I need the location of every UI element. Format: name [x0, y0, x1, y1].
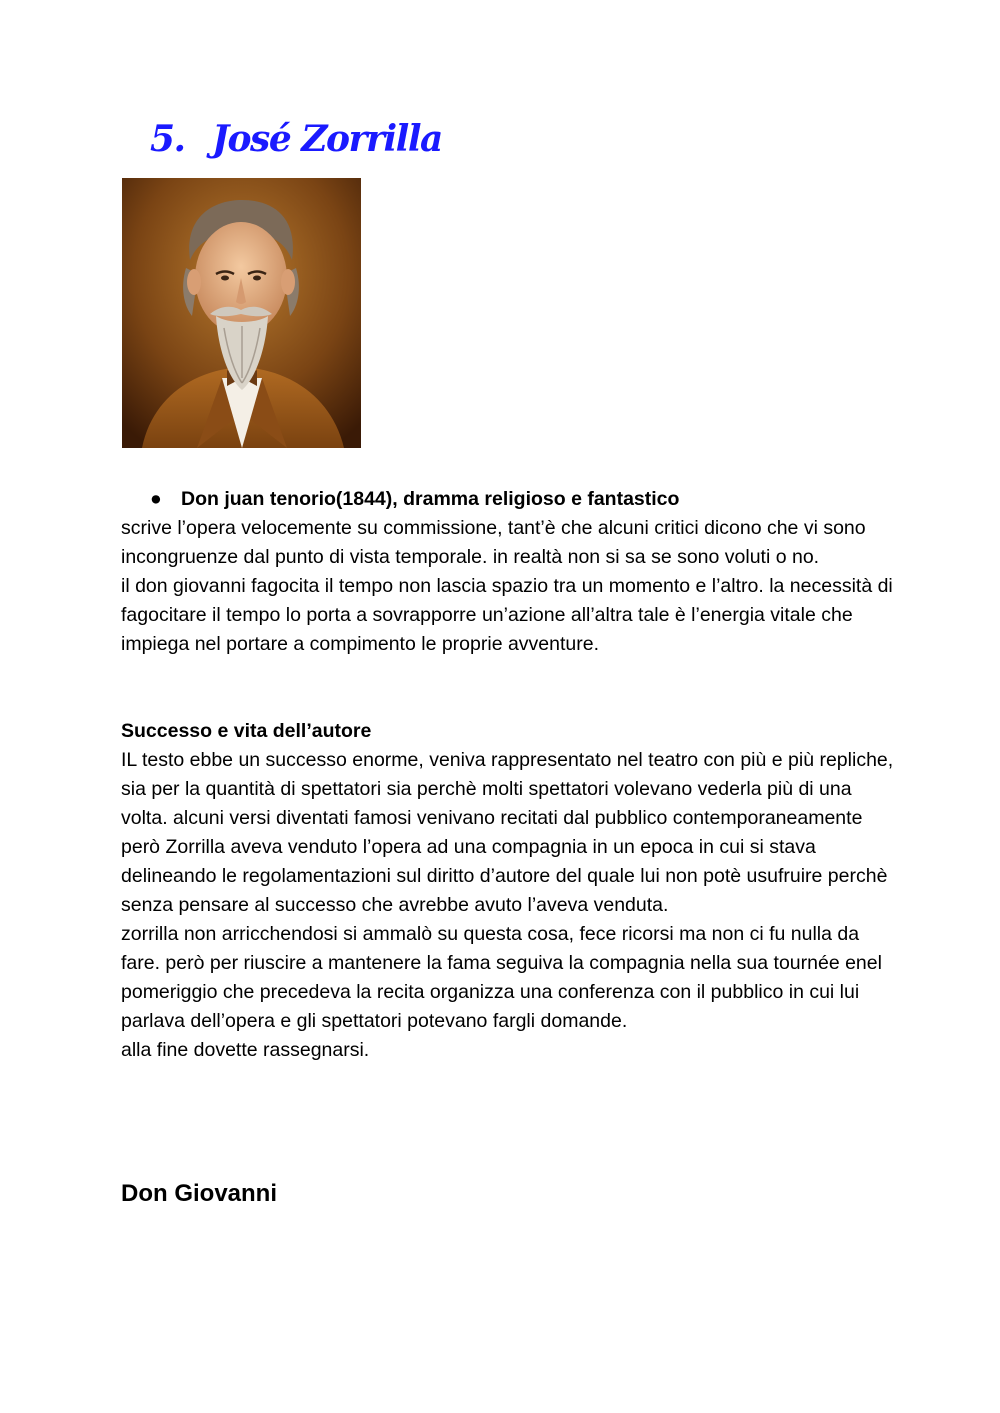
bullet-item [150, 485, 679, 514]
page-title [150, 118, 442, 160]
paragraph: però Zorrilla aveva venduto l’opera ad una compagnia in un epoca in cui si stava delineando le regolamentazioni sul diritto d’autore del quale lui non potè usufruire perchè senza pensare al successo che avrebbe avuto l’aveva venduta. [121, 836, 888, 916]
paragraph: zorrilla non arricchendosi si ammalò su questa cosa, fece ricorsi ma non ci fu nulla da fare. però per riuscire a mantenere la fama seguiva la compagnia nella sua tournée enel pomeriggio che precedeva la recita organizza una conferenza con il pubblico in cui lui parlava dell’opera e gli spettatori potevano fargli domande. [121, 923, 882, 1032]
section-title: Don Giovanni [121, 1180, 277, 1207]
title-number: 5. [150, 118, 185, 160]
section-subheading: Successo e vita dell’autore [121, 720, 372, 742]
paragraph: il don giovanni fagocita il tempo non lascia spazio tra un momento e l’altro. la necessità di fagocitare il tempo lo porta a sovrapporre un’azione all’altra tale è l’energia vitale che impiega nel portare a compimento le proprie avventure. [121, 575, 893, 655]
title-text: José Zorrilla [212, 118, 442, 160]
bullet-text: Don juan tenorio(1844), dramma religioso e fantastico [181, 488, 680, 510]
body-paragraphs-2 [121, 746, 901, 1065]
portrait-image [122, 178, 361, 448]
paragraph: IL testo ebbe un successo enorme, veniva rappresentato nel teatro con più e più repliche, sia per la quantità di spettatori sia perchè molti spettatori volevano vederla più di una volta. alcuni versi diventati famosi venivano recitati dal pubblico contemporaneamente [121, 749, 894, 829]
paragraph: scrive l’opera velocemente su commissione, tant’è che alcuni critici dicono che vi sono incongruenze dal punto di vista temporale. in realtà non si sa se sono voluti o no. [121, 517, 866, 568]
bullet-icon: ● [150, 488, 162, 510]
body-paragraphs-1 [121, 514, 901, 659]
paragraph: alla fine dovette rassegnarsi. [121, 1039, 370, 1061]
